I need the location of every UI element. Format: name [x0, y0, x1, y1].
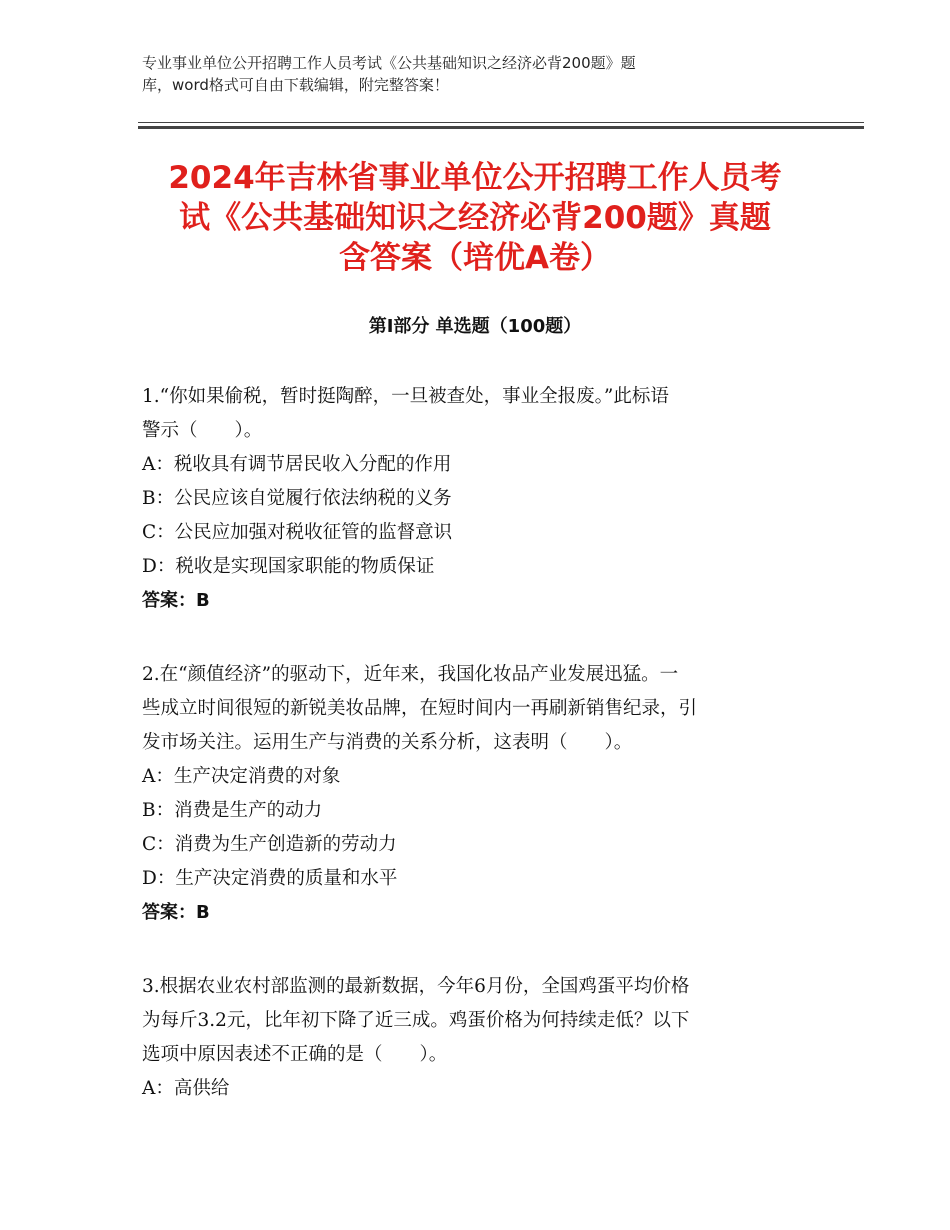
question-stem-line: 发市场关注。运用生产与消费的关系分析，这表明（ ）。 — [142, 732, 633, 753]
page-header — [142, 52, 792, 96]
option-a: A：高供给 — [142, 1078, 230, 1099]
option-b: B：公民应该自觉履行依法纳税的义务 — [142, 488, 452, 509]
header-line: 库，word格式可自由下载编辑，附完整答案！ — [142, 76, 449, 94]
option-b: B：消费是生产的动力 — [142, 800, 323, 821]
title-line: 含答案（培优A卷） — [339, 240, 611, 276]
question-stem-line: 些成立时间很短的新锐美妆品牌，在短时间内一再刷新销售纪录，引 — [142, 698, 698, 719]
question-stem-line: 为每斤3.2元，比年初下降了近三成。鸡蛋价格为何持续走低？以下 — [142, 1010, 690, 1031]
option-c: C：消费为生产创造新的劳动力 — [142, 834, 397, 855]
title-line: 试《公共基础知识之经济必背200题》真题 — [179, 200, 771, 236]
question-spacer — [142, 930, 802, 970]
answer-line: 答案：B — [142, 902, 210, 923]
title-line: 2024年吉林省事业单位公开招聘工作人员考 — [168, 160, 782, 196]
section-heading: 第Ⅰ部分 单选题（100题） — [368, 316, 582, 337]
question-3 — [142, 970, 802, 1106]
header-divider-thick — [138, 126, 864, 129]
header-divider-thin — [138, 122, 864, 123]
question-stem-line: 选项中原因表述不正确的是（ ）。 — [142, 1044, 448, 1065]
option-a: A：税收具有调节居民收入分配的作用 — [142, 454, 452, 475]
question-stem-line: 1.“你如果偷税，暂时挺陶醉，一旦被查处，事业全报废。”此标语 — [142, 386, 669, 407]
answer-line: 答案：B — [142, 590, 210, 611]
question-stem-line: 警示（ ）。 — [142, 420, 263, 441]
question-2 — [142, 658, 802, 930]
question-stem-line: 2.在“颜值经济”的驱动下，近年来，我国化妆品产业发展迅猛。一 — [142, 664, 679, 685]
question-stem-line: 3.根据农业农村部监测的最新数据，今年6月份，全国鸡蛋平均价格 — [142, 976, 690, 997]
option-d: D：税收是实现国家职能的物质保证 — [142, 556, 435, 577]
question-spacer — [142, 618, 802, 658]
header-line: 专业事业单位公开招聘工作人员考试《公共基础知识之经济必背200题》题 — [142, 54, 636, 72]
question-list — [142, 380, 802, 1106]
question-1 — [142, 380, 802, 618]
option-c: C：公民应加强对税收征管的监督意识 — [142, 522, 453, 543]
document-title — [125, 158, 825, 278]
option-a: A：生产决定消费的对象 — [142, 766, 341, 787]
option-d: D：生产决定消费的质量和水平 — [142, 868, 398, 889]
